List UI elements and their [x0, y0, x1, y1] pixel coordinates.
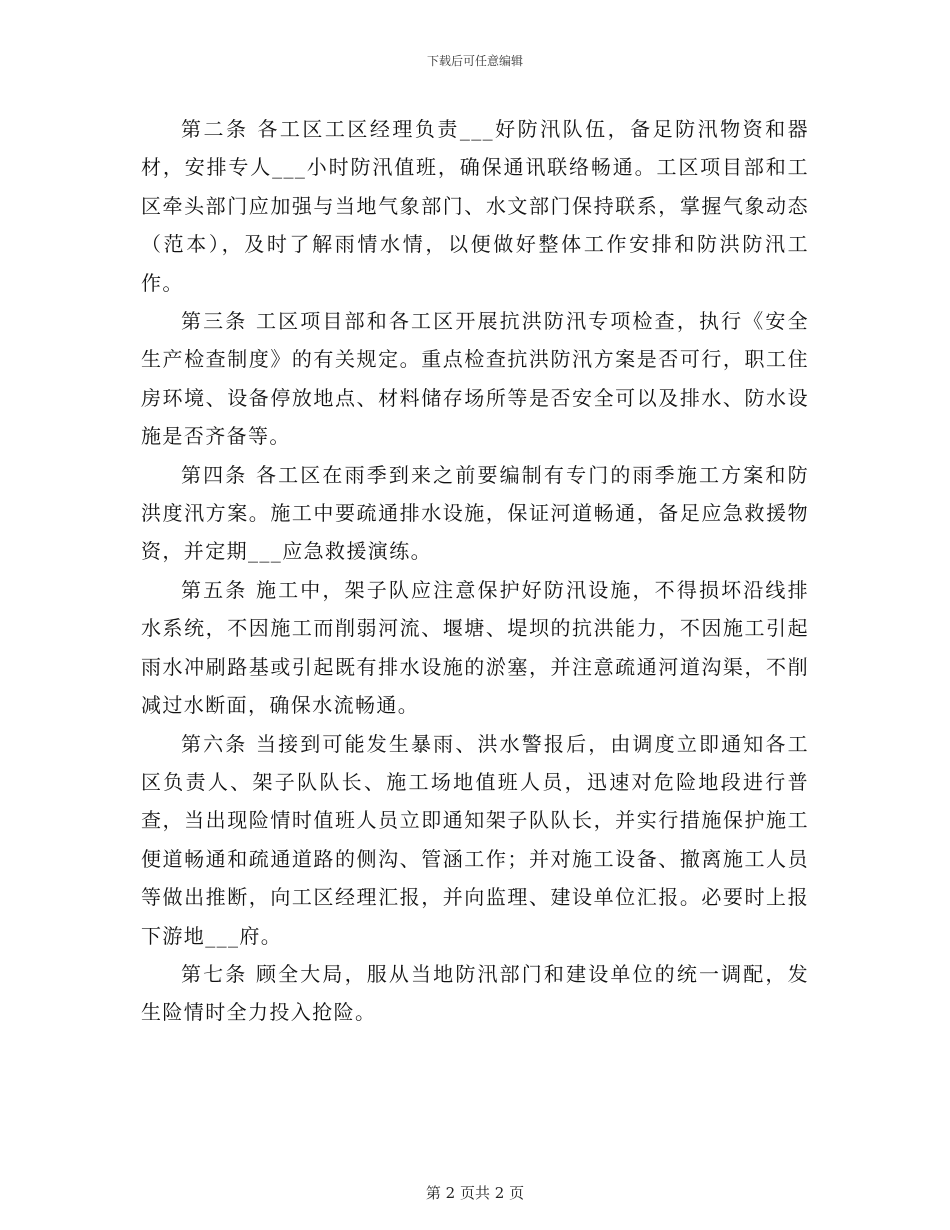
article-4-paragraph: 第四条 各工区在雨季到来之前要编制有专门的雨季施工方案和防洪度汛方案。施工中要疏通排水设施，保证河道畅通，备足应急救援物资，并定期___应急救援演练。 [141, 462, 809, 564]
page-footer: 第 2 页共 2 页 [425, 1184, 525, 1202]
article-6-paragraph: 第六条 当接到可能发生暴雨、洪水警报后，由调度立即通知各工区负责人、架子队队长、施工场地值班人员，迅速对危险地段进行普查，当出现险情时值班人员立即通知架子队队长，并实行措施保护施工便道畅通和疏通道路的侧沟、管涵工作；并对施工设备、撤离施工人员等做出推断，向工区经理汇报，并向监理、建设单位汇报。必要时上报下游地___府。 [141, 731, 809, 948]
article-7-paragraph: 第七条 顾全大局，服从当地防汛部门和建设单位的统一调配，发生险情时全力投入抢险。 [141, 961, 809, 1025]
article-5-paragraph: 第五条 施工中，架子队应注意保护好防汛设施，不得损坏沿线排水系统，不因施工而削弱河流、堰塘、堤坝的抗洪能力，不因施工引起雨水冲刷路基或引起既有排水设施的淤塞，并注意疏通河道沟渠，不削减过水断面，确保水流畅通。 [141, 577, 809, 718]
article-2-paragraph: 第二条 各工区工区经理负责___好防汛队伍，备足防汛物资和器材，安排专人___小时防汛值班，确保通讯联络畅通。工区项目部和工区牵头部门应加强与当地气象部门、水文部门保持联系，掌握气象动态（范本），及时了解雨情水情，以便做好整体工作安排和防洪防汛工作。 [141, 117, 809, 295]
page-header: 下载后可任意编辑 [426, 54, 523, 68]
document-body [141, 110, 809, 1032]
article-3-paragraph: 第三条 工区项目部和各工区开展抗洪防汛专项检查，执行《安全生产检查制度》的有关规定。重点检查抗洪防汛方案是否可行，职工住房环境、设备停放地点、材料储存场所等是否安全可以及排水、防水设施是否齐备等。 [141, 309, 809, 449]
